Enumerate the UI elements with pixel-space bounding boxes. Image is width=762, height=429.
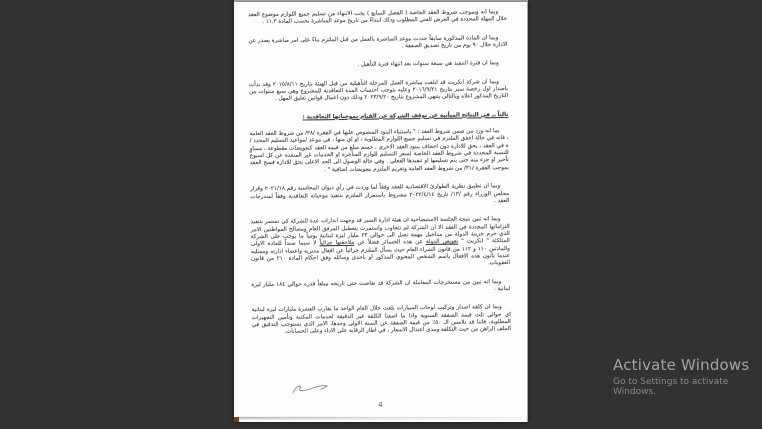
paragraph-execution-period: وبما ان فترة التنفيذ هي سبعة سنوات بعد انتهاء فترة التأهيل . (357, 60, 499, 69)
paragraph-contract-terms: وبما انه وبموجب شروط العقد الخاصة ( الفصل السابع ) يجب الانتهاء من تسليم جميع اللوازم موضوع العقد خلال المهلة المحددة في العرض الفني المطلوب وذلك ابتداءً من تاريخ موعد المباشرة بحسب المادة ١١.٢ . (248, 9, 508, 26)
pen-mark (290, 380, 330, 398)
activate-windows-title: Activate Windows (613, 356, 750, 374)
paragraph-amount-received: وبما انه تبين من مستخرجات المعاملة ان الشركة قد تقاضت حتى تاريخه مبلغاً قدره حوالي ١٨٤ مليار ليرة لبنانية . (251, 278, 511, 293)
paragraph-penalty-clause: بما انه ورد من ضمن شروط العقد : " باستثناء البنود المنصوص عليها في الفقرة /٢٨/ من شروط العقد العامة ، فانه في حالة اخفق الملتزم في تسليم جميع اللوازم المطلوبة ، او اي منها ، في موعد /مواعيد التسليم المحدد /ة في العقد ، يحق للادارة دون اجحاف ببنود العقد الاخرى ، حسم مبلغ من قيمة العقد كتعويضات مقطوعة ، مساوٍ للنسبة المحددة في شروط العقد الخاصة لسعر التسليم للوازم المتأخرة او الخدمات غير المنفذة عن كل اسبوع تأخير او جزء منه حتى يتم تسليمها او تنفيذها الفعلي . وفي حالة الوصول الى الحد الاعلى يحق للادارة فسخ العقد بموجب الفقرة /٣١/ من شروط العقد العامة وتغريم الملتزم بتعويضات اضافية " . (249, 128, 509, 174)
scan-shadow (236, 417, 521, 419)
activate-windows-watermark (613, 356, 762, 397)
notice-text: وبما انه تبين نتيجة الجلسة الاستيضاحية ان هيئة ادارة السير قد وجهت انذارات عدة للشركة كي تستمر بتنفيذ التزاماتها المحددة في العقد الا ان الشركة لم تتجاوب واستمرت بتعطيل المرفق العام ومصالح المواطنين الامر الذي حرم خزينة الدولة من مداخيل مهمة تصل الى حوالي ٢٣ مليار ليرة لبنانية يومياً ما يوجب على الشركة المتلكئة " انكريت " (250, 216, 510, 245)
document-content (248, 9, 511, 348)
notice-text: لا سيما سنداً للمادة الاولى والمادتين ١١٠ و ١١٢ من قانون الشراء العام حيث يسأل الملتزم جزائياً عن افعال مديريه واعضاء ادارته وممثليه عندما يأتون هذه الافعال باسم الشخص المعنوي المذكور او باحدى وسائله وفق احكام المادة ٢١٠ من قانون العقوبات. (250, 240, 511, 267)
paragraph-emergency-theory: وبما ان تطبيق نظرية الطوارئ الاقتصادية للعقد وفقاً لما وردت في رأي ديوان المحاسبة رقم ٢٠٢١/١٨ وقرار مجلس الوزراء رقم /١٣/ تاريخ ٢٠٢٢/٤/١٤ مشروط باستمرار الملتزم بتنفيذ موجباته التعاقدية وفقاً لمندرجات العقد . (250, 183, 510, 205)
paragraph-inkript-dates: وبما ان شركة انكريت قد ابلغت مباشرة العمل للمرحلة التأهيلية من قبل الهيئة بتاريخ ٢٠١٥/٨/١١ وقد بدأت باصدار اول رخصة سير بتاريخ ٢٠١٦/٩/٢١ وعليه يتوجب احتساب المدة التعاقدية للمشروع وهي سبع سنوات من التاريخ المذكور اعلاه وبالتالي ينتهي المشروع بتاريخ ٢٠٢٣/٩/٢٠ وذلك دون اعمال قوانين تعليق المهل . (248, 78, 509, 103)
underlined-prosecution: ملاحقتها جزائياً (319, 240, 355, 247)
page-number: 4 (378, 401, 383, 409)
section-heading: ثالثاً ــ في النتائج المتأتية عن توقف الشركة عن القيام بموجباتها التعاقدية : (302, 111, 509, 121)
activate-windows-subtitle: Go to Settings to activate Windows. (613, 377, 729, 397)
scan-corner-artifact (234, 417, 239, 422)
document-page[interactable] (234, 2, 528, 422)
underlined-compensation: تعويض الدولة (425, 238, 459, 246)
paragraph-start-order: وبما ان المادة المذكورة سابقاً حددت موعد المباشرة بالعمل من قبل الملتزم بناءً على امر مباشرة يصدر عن الادارة خلال ٩٠ يوم من تاريخ تصديق الصفقة . (248, 34, 508, 50)
paragraph-warnings-liability (251, 216, 511, 271)
notice-text: عن هذه الخسائر فضلاً عن (354, 239, 426, 247)
paragraph-plates-cost: وبما ان كلفة اصدار وتركيب لوحات السيارات بلغت خلال العام الواحد ما يقارب العشرة مليارات ليرة لبنانية اي حوالي ثلث قيمة الصفقة السنوية واذا ما اضفنا الكلفة غير الدقيقة لخدمات المكننة وتأمين التجهيزات المطلوبة، فاننا قد نلامس الـ ٥٠٪ من قيمة الصفقة عن السنة الاولى وحدها، الامر الذي يستوجب التدقيق في الملف الراهن من حيث التكلفة ومدى اعتدال الاسعار ، في اطار الرقابة على الاداء وعلى الحسابات. (251, 304, 511, 336)
